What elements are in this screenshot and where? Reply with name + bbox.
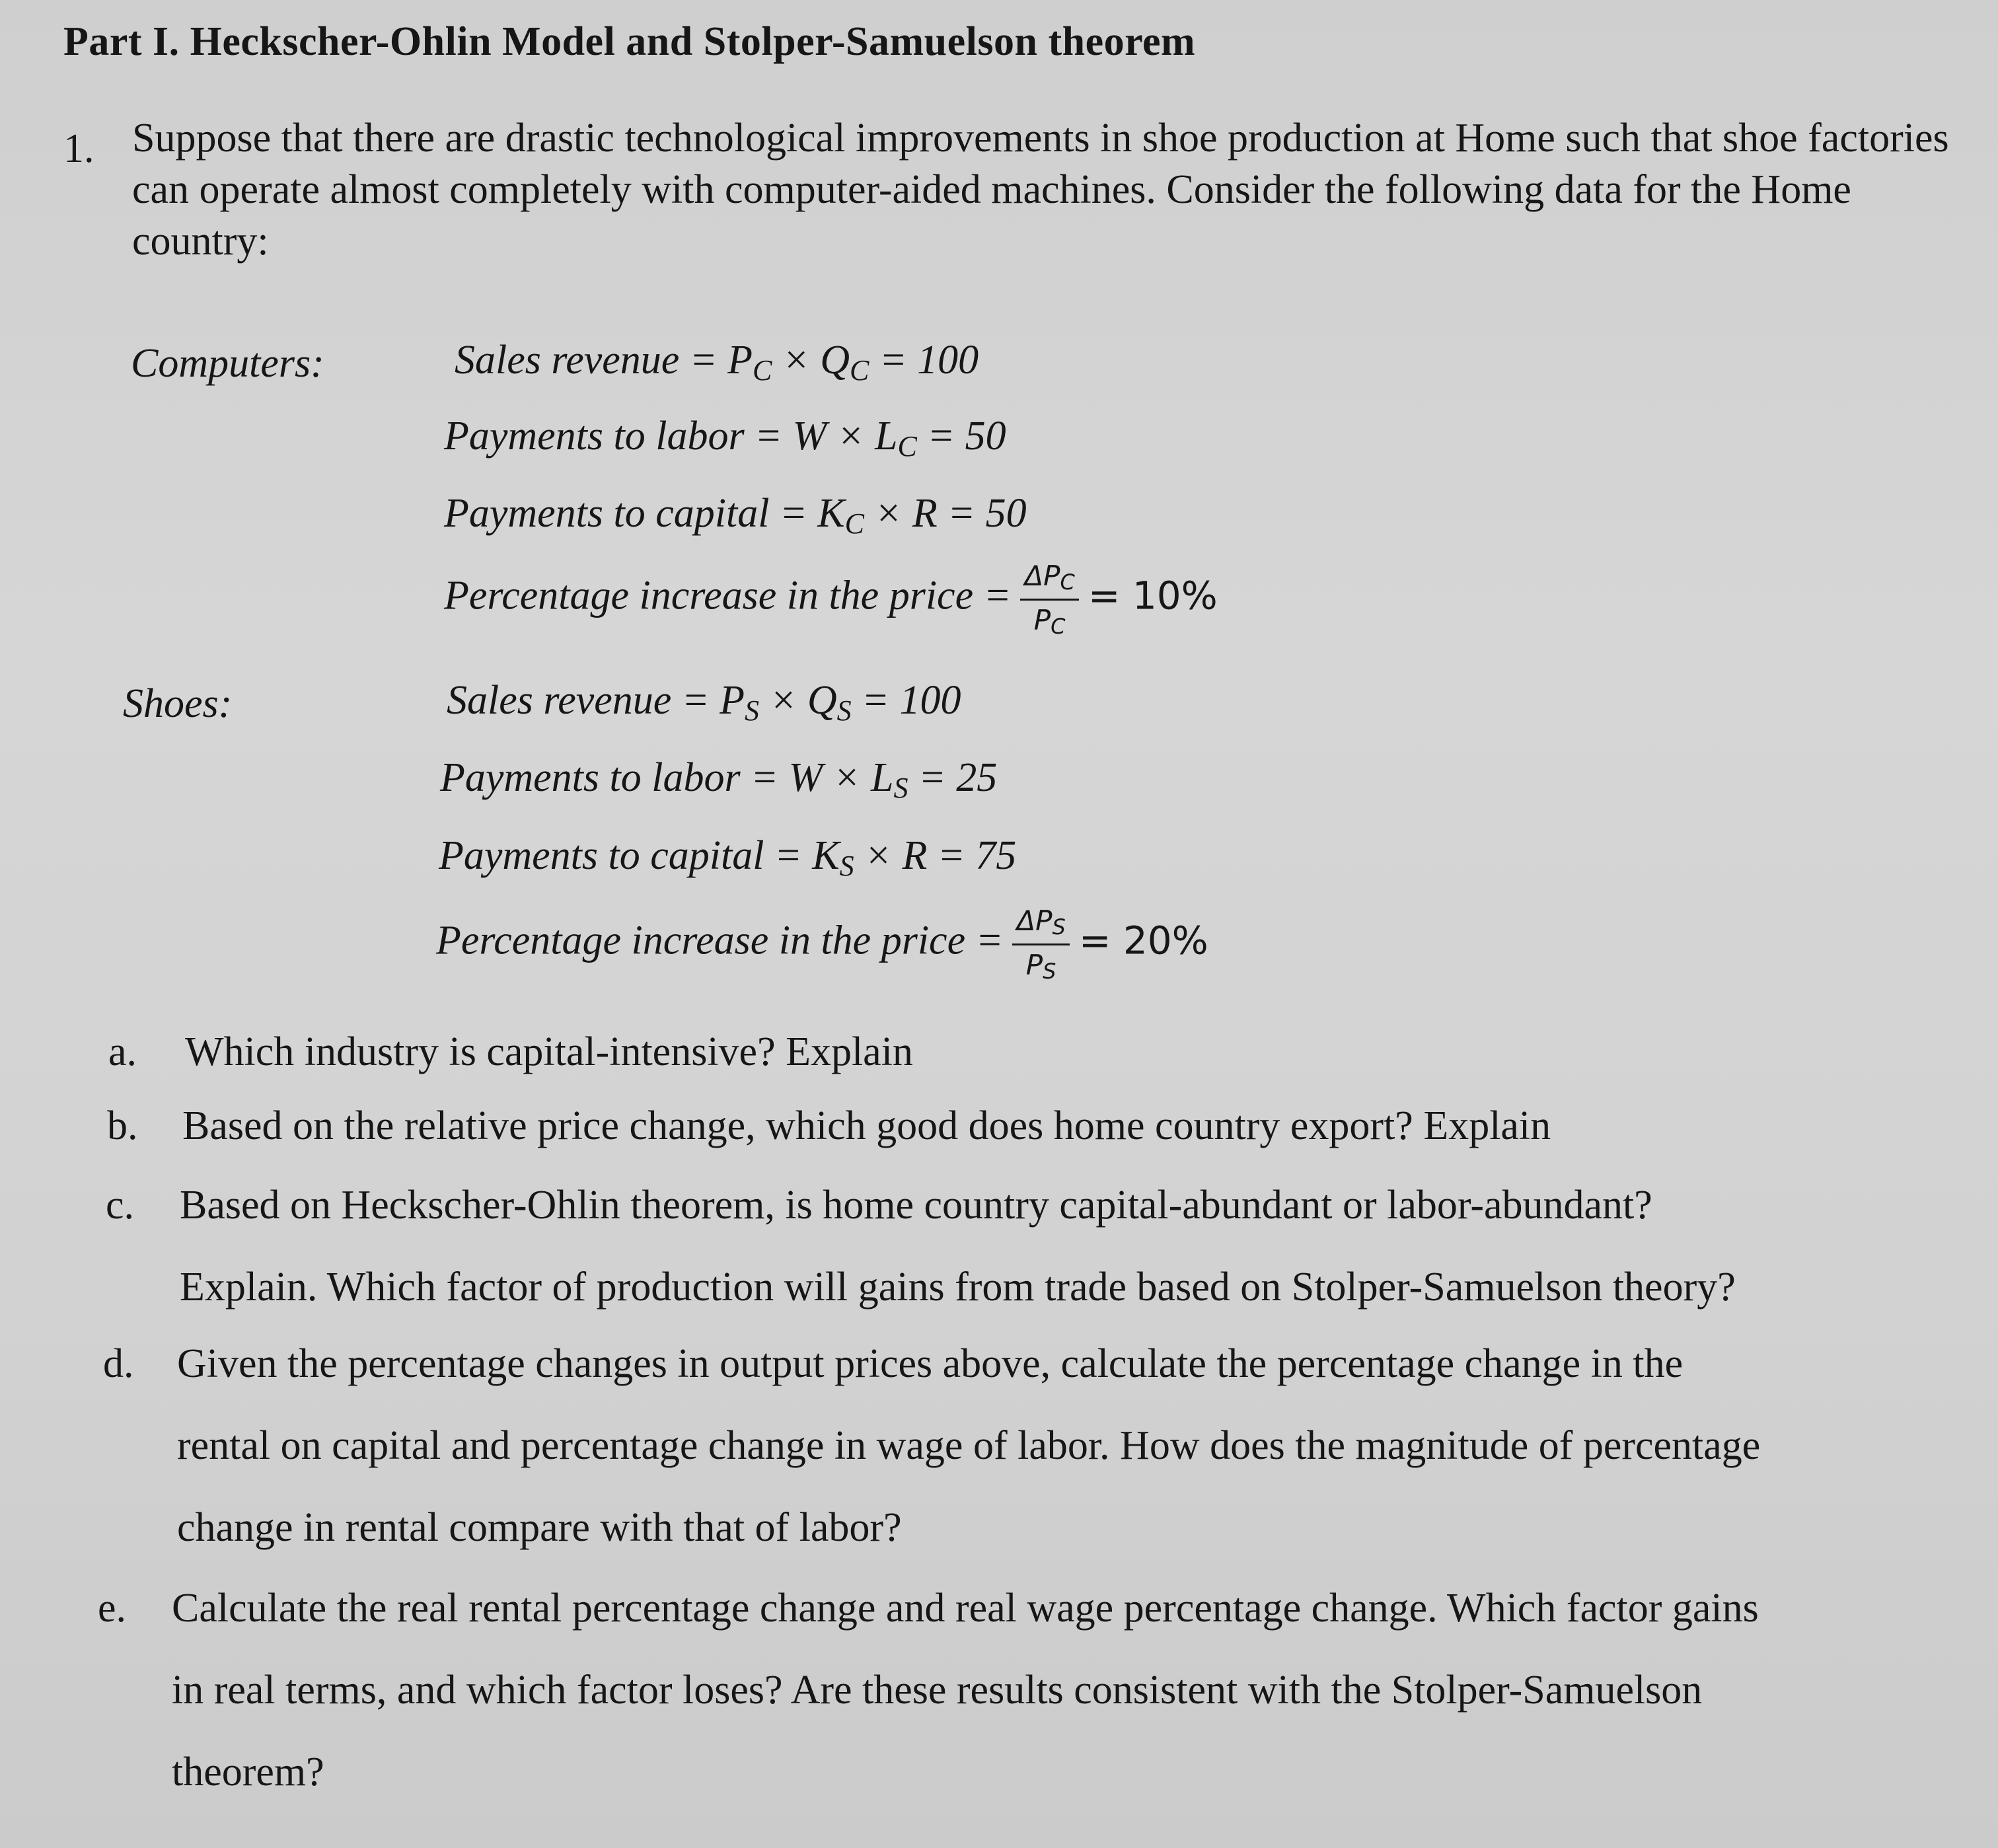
shoes-price-fraction: $\frac{\Delta P_S}{P_S}$ — [1012, 905, 1069, 984]
subquestion-c-line: Explain. Which factor of production will gains from trade based on Stolper-Samuelson theory? — [180, 1265, 1736, 1310]
shoes-sales-revenue-equation: Sales revenue = $P_S \times Q_S = 100$ — [447, 678, 961, 727]
section-heading: Part I. Heckscher-Ohlin Model and Stolper-Samuelson theorem — [63, 19, 1196, 64]
question-number: 1. — [63, 126, 94, 171]
subquestion-e-line: Calculate the real rental percentage change and real wage percentage change. Which factor gains — [172, 1586, 1759, 1631]
computers-label: Computers: — [131, 341, 324, 386]
subquestion-a-line: Which industry is capital-intensive? Explain — [185, 1029, 913, 1074]
subquestion-b-line: Based on the relative price change, which good does home country export? Explain — [182, 1103, 1551, 1148]
subquestion-d-line: change in rental compare with that of labor? — [177, 1505, 902, 1550]
subquestion-e-line: theorem? — [172, 1750, 324, 1794]
subquestion-d-line: Given the percentage changes in output prices above, calculate the percentage change in the — [177, 1341, 1684, 1386]
computers-labor-equation: Payments to labor = $W \times L_C = 50$ — [444, 414, 1006, 462]
document-page: Part I. Heckscher-Ohlin Model and Stolper-Samuelson theorem 1. Suppose that there are drastic technological improvements in shoe production at Home such that shoe factories can operate almost completely with computer-aided machines. Consider the following data for the Home country: Computers: Sales revenue = $P_C \times Q_C = 100$ Payments to labor = $W \times L_C = 50$ Payments to capital = $K_C \times R = 50$ Percentage increase in the price = $\frac{\Delta P_C}{P_C}$ = 10% Shoes: Sales revenue = $P_S \times Q_S = 100$ Payments to labor = $W \times L_S = 25$ Payments to capital = $K_S \times R = 75$ Percentage increase in the price = $\frac{\Delta P_S}{P_S}$ = 20% a. Which industry is capital-intensive? Explain b. Based on the relative price change, which good does home country export? Explain c. Based on Heckscher-Ohlin theorem, is home country capital-abundant or labor-abundant? Explain. Which factor of production will gains from trade based on Stolper-Samuelson theory? d. Given the percentage changes in output prices above, calculate the percentage change in the rental on capital and percentage change in wage of labor. How does the magnitude of percentage change in rental compare with that of labor? e. Calculate the real rental percentage change and real wage percentage change. Which factor gains in real terms, and which factor loses? Are these results consistent with the Stolper-Samuelson theorem? — [0, 0, 1998, 1848]
subquestion-e-line: in real terms, and which factor loses? Are these results consistent with the Stolper-Samuelson — [172, 1668, 1703, 1713]
question-text: Suppose that there are drastic technological improvements in shoe production at Home such that shoe factories can operate almost completely with computer-aided machines. Consider the following data for the Home country: — [132, 116, 1949, 264]
computers-price-fraction: $\frac{\Delta P_C}{P_C}$ — [1020, 560, 1078, 639]
subquestion-c-line: Based on Heckscher-Ohlin theorem, is home country capital-abundant or labor-abundant? — [180, 1183, 1652, 1228]
shoes-label: Shoes: — [123, 681, 233, 726]
subquestion-d-line: rental on capital and percentage change in wage of labor. How does the magnitude of percentage — [177, 1423, 1761, 1468]
computers-sales-revenue-equation: Sales revenue = $P_C \times Q_C = 100$ — [455, 338, 979, 387]
computers-price-change-equation: Percentage increase in the price = $\frac{\Delta P_C}{P_C}$ = 10% — [444, 560, 1218, 639]
shoes-price-change-equation: Percentage increase in the price = $\frac{\Delta P_S}{P_S}$ = 20% — [436, 905, 1208, 984]
shoes-labor-equation: Payments to labor = $W \times L_S = 25$ — [440, 755, 998, 804]
shoes-capital-equation: Payments to capital = $K_S \times R = 75$ — [439, 833, 1017, 882]
computers-capital-equation: Payments to capital = $K_C \times R = 50$ — [444, 491, 1027, 540]
